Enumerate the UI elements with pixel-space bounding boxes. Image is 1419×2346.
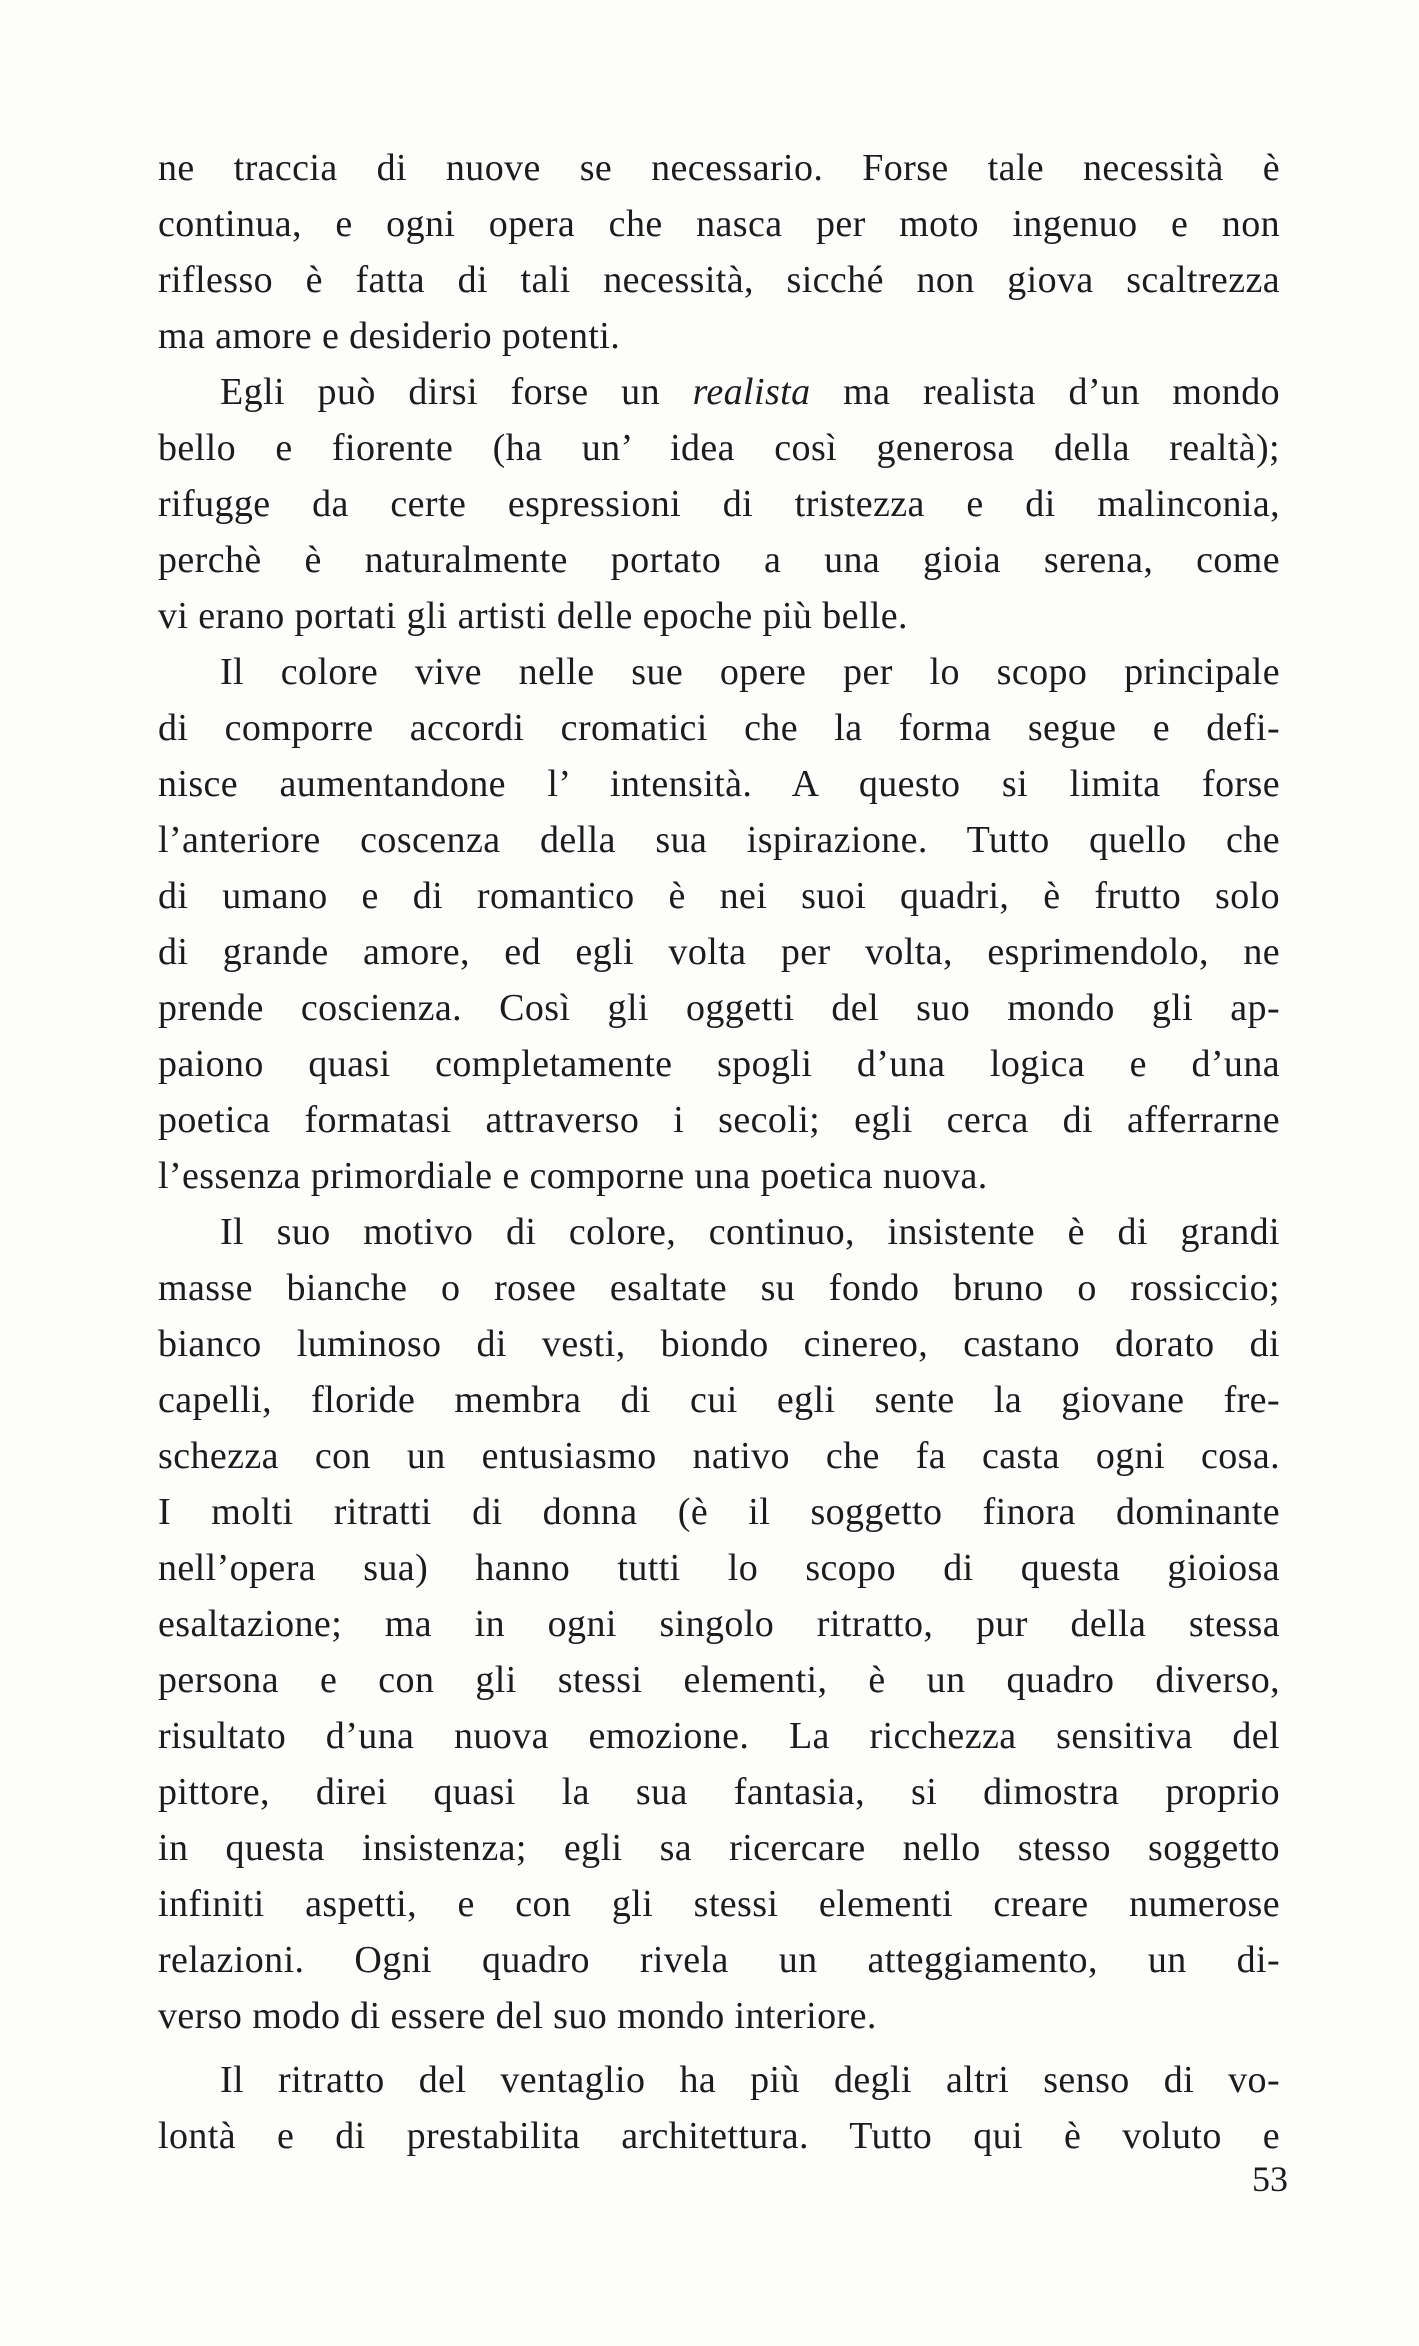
text-line: schezza con un entusiasmo nativo che fa casta ogni cosa. [158,1435,1280,1477]
text-line: paiono quasi completamente spogli d’una logica e d’una [158,1043,1280,1085]
text-line: infiniti aspetti, e con gli stessi elementi creare numerose [158,1883,1280,1925]
text-line: persona e con gli stessi elementi, è un quadro diverso, [158,1659,1280,1701]
text-line: prende coscienza. Così gli oggetti del suo mondo gli ap- [158,987,1280,1029]
text-line: Il colore vive nelle sue opere per lo scopo principale [220,651,1280,693]
text-line: l’essenza primordiale e comporne una poetica nuova. [158,1155,988,1197]
text-line: capelli, floride membra di cui egli sente la giovane fre- [158,1379,1280,1421]
text-line: masse bianche o rosee esaltate su fondo bruno o rossiccio; [158,1267,1280,1309]
text-line: Il ritratto del ventaglio ha più degli altri senso di vo- [220,2059,1280,2101]
text-line: nisce aumentandone l’ intensità. A questo si limita forse [158,763,1280,805]
text-line: di grande amore, ed egli volta per volta, esprimendolo, ne [158,931,1280,973]
text-line: lontà e di prestabilita architettura. Tutto qui è voluto e [158,2115,1280,2157]
text-line: l’anteriore coscenza della sua ispirazione. Tutto quello che [158,819,1280,861]
text-line: Il suo motivo di colore, continuo, insistente è di grandi [220,1211,1280,1253]
text-line: perchè è naturalmente portato a una gioia serena, come [158,539,1280,581]
text-line: verso modo di essere del suo mondo interiore. [158,1995,877,2037]
text-line: rifugge da certe espressioni di tristezza e di malinconia, [158,483,1280,525]
text-line: relazioni. Ogni quadro rivela un atteggiamento, un di- [158,1939,1280,1981]
text-line: ma amore e desiderio potenti. [158,315,621,357]
text-line: risultato d’una nuova emozione. La ricchezza sensitiva del [158,1715,1280,1757]
text-line: nell’opera sua) hanno tutti lo scopo di questa gioiosa [158,1547,1280,1589]
text-line: bello e fiorente (ha un’ idea così generosa della realtà); [158,427,1280,469]
text-line: poetica formatasi attraverso i secoli; egli cerca di afferrarne [158,1099,1280,1141]
text-line: esaltazione; ma in ogni singolo ritratto, pur della stessa [158,1603,1280,1645]
text-line: pittore, direi quasi la sua fantasia, si dimostra proprio [158,1771,1280,1813]
text-line: in questa insistenza; egli sa ricercare nello stesso soggetto [158,1827,1280,1869]
text-line: Egli può dirsi forse un realista ma realista d’un mondo [220,371,1280,413]
text-line: vi erano portati gli artisti delle epoche più belle. [158,595,908,637]
text-line: I molti ritratti di donna (è il soggetto finora dominante [158,1491,1280,1533]
text-line: di comporre accordi cromatici che la forma segue e defi- [158,707,1280,749]
text-line: ne traccia di nuove se necessario. Forse tale necessità è [158,147,1280,189]
text-line: continua, e ogni opera che nasca per moto ingenuo e non [158,203,1280,245]
page-number: 53 [1252,2159,1288,2199]
text-line: bianco luminoso di vesti, biondo cinereo, castano dorato di [158,1323,1280,1365]
emphasized-word: realista [692,371,811,413]
text-line: di umano e di romantico è nei suoi quadri, è frutto solo [158,875,1280,917]
text-line: riflesso è fatta di tali necessità, sicché non giova scaltrezza [158,259,1280,301]
